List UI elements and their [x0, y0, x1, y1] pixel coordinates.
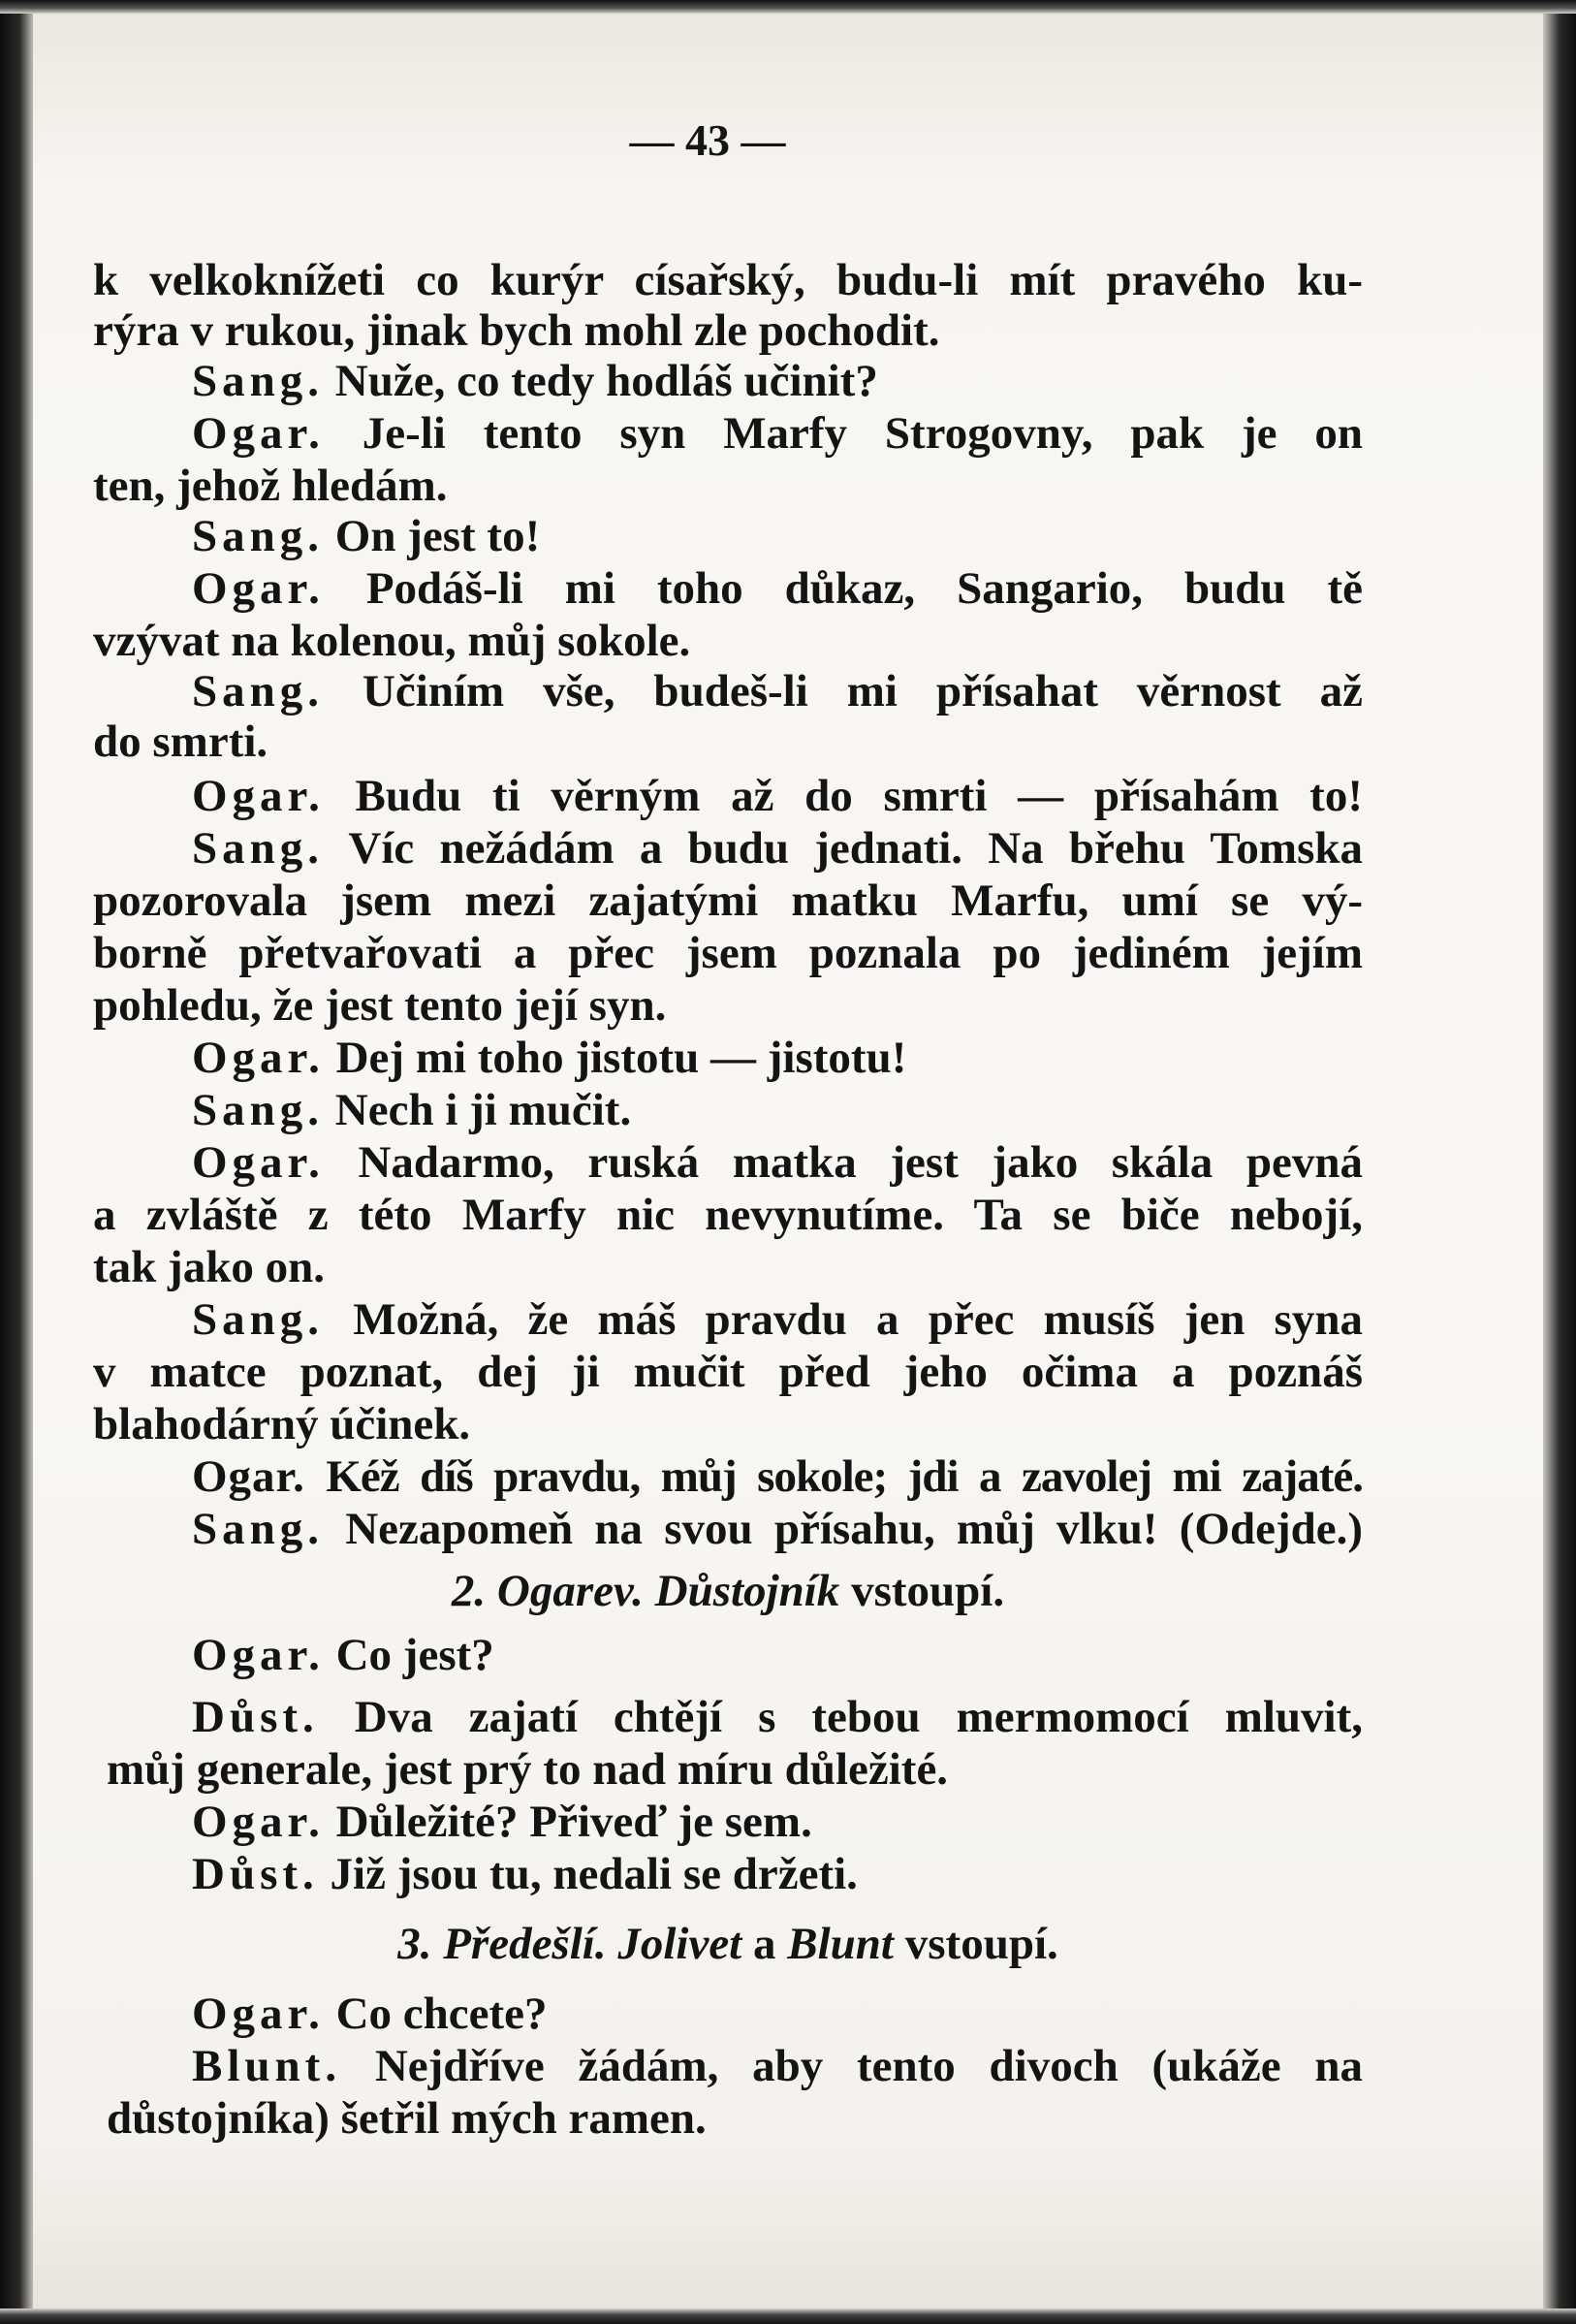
dialogue-line: Důst. Dva zajatí chtějí s tebou mermomocí mluvit, — [192, 1692, 1363, 1742]
dialogue-line: Sang. Možná, že máš pravdu a přec musíš jen syna — [192, 1294, 1363, 1345]
dialogue-line: Sang. Nech i ji mučit. — [192, 1085, 632, 1135]
dialogue-line: Ogar. Podáš-li mi toho důkaz, Sangario, budu tě — [192, 563, 1363, 614]
dialogue-line: Ogar. Důležité? Přiveď je sem. — [192, 1797, 812, 1847]
dialogue-line: Sang. On jest to! — [192, 511, 541, 561]
text-line: blahodárný účinek. — [93, 1399, 471, 1449]
dialogue-line: Ogar. Nadarmo, ruská matka jest jako skála pevná — [192, 1137, 1363, 1188]
text-line: pozorovala jsem mezi zajatými matku Marfu, umí se vý- — [93, 875, 1363, 926]
speaker-name: Sang. — [192, 1085, 325, 1135]
speaker-name: Sang. — [192, 823, 325, 874]
text-line: vzývat na kolenou, můj sokole. — [93, 616, 691, 666]
scene-heading: 3. Předešlí. Jolivet a Blunt vstoupí. — [397, 1919, 1058, 1969]
dialogue-line: Ogar. Co chcete? — [192, 1989, 548, 2039]
scan-edge-left — [0, 0, 33, 2324]
text-line: pohledu, že jest tento její syn. — [93, 980, 667, 1031]
dialogue-line: Ogar. Je-li tento syn Marfy Strogovny, pak je on — [192, 408, 1363, 459]
text-line: k velkoknížeti co kurýr císařský, budu-li mít pravého ku- — [93, 255, 1363, 305]
speaker-name: Sang. — [192, 356, 325, 406]
text-line: tak jako on. — [93, 1242, 325, 1292]
speaker-name: Důst. — [192, 1849, 319, 1899]
speaker-name: Ogar. — [192, 408, 325, 459]
speaker-name: Ogar. — [192, 1797, 325, 1847]
text-line: rýra v rukou, jinak bych mohl zle pochodit. — [93, 305, 940, 356]
scene-heading: 2. Ogarev. Důstojník vstoupí. — [451, 1566, 1005, 1616]
dialogue-line: Sang. Nuže, co tedy hodláš učinit? — [192, 356, 878, 406]
text-line: důstojníka) šetřil mých ramen. — [107, 2093, 707, 2144]
text-line: borně přetvařovati a přec jsem poznala po jediném jejím — [93, 928, 1363, 978]
dialogue-line: Sang. Víc nežádám a budu jednati. Na břehu Tomska — [192, 823, 1363, 874]
dialogue-line: Ogar. Budu ti věrným až do smrti — přísahám to! — [192, 771, 1363, 821]
speaker-name: Ogar. — [192, 1989, 325, 2039]
speaker-name: Ogar. — [192, 1137, 325, 1188]
page-number: — 43 — — [629, 115, 786, 165]
speaker-name: Ogar. — [192, 563, 325, 614]
text-line: do smrti. — [93, 716, 268, 767]
speaker-name: Ogar. — [192, 1033, 325, 1083]
scan-edge-bottom — [0, 2308, 1576, 2324]
scan-edge-top — [0, 0, 1576, 14]
speaker-name: Sang. — [192, 1294, 325, 1345]
dialogue-line: Důst. Již jsou tu, nedali se držeti. — [192, 1849, 858, 1899]
speaker-name: Sang. — [192, 511, 325, 561]
dialogue-line: Ogar. Co jest? — [192, 1630, 494, 1680]
dialogue-line: Ogar. Dej mi toho jistotu — jistotu! — [192, 1033, 907, 1083]
dialogue-line: Blunt. Nejdříve žádám, aby tento divoch (ukáže na — [192, 2041, 1363, 2091]
speaker-name: Ogar. — [192, 1630, 325, 1680]
speaker-name: Sang. — [192, 1504, 325, 1554]
speaker-name: Blunt. — [192, 2041, 342, 2091]
text-line: a zvláště z této Marfy nic nevynutíme. Ta se biče nebojí, — [93, 1190, 1363, 1240]
speaker-name: Sang. — [192, 666, 325, 716]
scan-edge-right — [1543, 0, 1576, 2324]
speaker-name: Ogar. — [192, 771, 325, 821]
text-line: v matce poznat, dej ji mučit před jeho očima a poznáš — [93, 1347, 1363, 1397]
dialogue-line: Sang. Nezapomeň na svou přísahu, můj vlku! (Odejde.) — [192, 1504, 1363, 1554]
dialogue-line: Ogar. Kéž díš pravdu, můj sokole; jdi a zavolej mi zajaté. — [192, 1451, 1363, 1502]
speaker-name: Důst. — [192, 1692, 319, 1742]
text-line: můj generale, jest prý to nad míru důležité. — [107, 1744, 949, 1795]
dialogue-line: Sang. Učiním vše, budeš-li mi přísahat věrnost až — [192, 666, 1363, 716]
text-line: ten, jehož hledám. — [93, 461, 448, 511]
speaker-name: Ogar. — [192, 1451, 305, 1502]
